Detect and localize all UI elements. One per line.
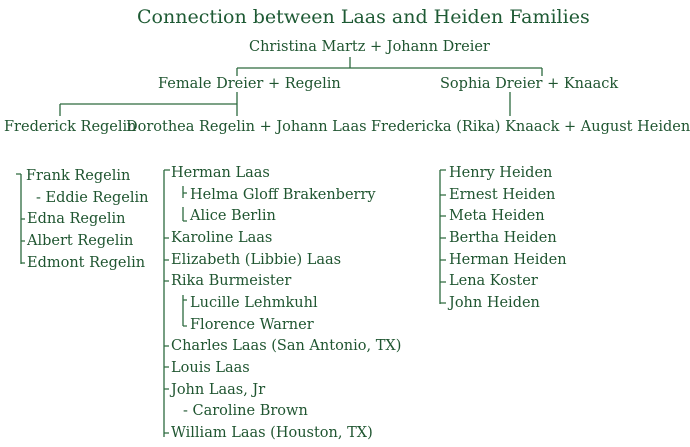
person-charles-laas: Charles Laas (San Antonio, TX): [171, 338, 402, 354]
connector-heiden-children: [440, 170, 446, 304]
connector-root: [237, 57, 542, 76]
person-helma-gloff-brakenberry: Helma Gloff Brakenberry: [190, 187, 376, 203]
person-meta-heiden: Meta Heiden: [449, 208, 545, 224]
person-florence-warner: Florence Warner: [190, 317, 314, 333]
person-henry-heiden: Henry Heiden: [449, 165, 553, 181]
person-edmont-regelin: Edmont Regelin: [27, 255, 146, 271]
person-herman-heiden: Herman Heiden: [449, 252, 567, 268]
person-john-laas-jr: John Laas, Jr: [171, 382, 266, 398]
person-albert-regelin: Albert Regelin: [27, 233, 134, 249]
person-alice-berlin: Alice Berlin: [190, 208, 276, 224]
person-elizabeth-laas: Elizabeth (Libbie) Laas: [171, 252, 342, 268]
person-rika-burmeister: Rika Burmeister: [171, 273, 292, 289]
person-john-heiden: John Heiden: [449, 295, 540, 311]
person-frederick-regelin: Frederick Regelin: [4, 119, 137, 135]
person-lena-koster: Lena Koster: [449, 273, 538, 289]
connector-laas-children: [164, 170, 170, 437]
diagram-title: Connection between Laas and Heiden Families: [137, 6, 590, 28]
person-karoline-laas: Karoline Laas: [171, 230, 273, 246]
person-caroline-brown: - Caroline Brown: [183, 403, 308, 419]
person-william-laas: William Laas (Houston, TX): [171, 425, 373, 441]
couple-female-dreier-regelin: Female Dreier + Regelin: [158, 76, 341, 92]
couple-sophia-dreier-knaack: Sophia Dreier + Knaack: [440, 76, 619, 92]
connector-frederick-children: [16, 174, 25, 264]
person-edna-regelin: Edna Regelin: [27, 211, 126, 227]
connector-regelin: [60, 92, 237, 116]
person-herman-laas: Herman Laas: [171, 165, 270, 181]
connector-rika-sub: [183, 295, 187, 326]
person-louis-laas: Louis Laas: [171, 360, 250, 376]
person-bertha-heiden: Bertha Heiden: [449, 230, 557, 246]
person-lucille-lehmkuhl: Lucille Lehmkuhl: [190, 295, 318, 311]
couple-fredericka-knaack-august-heiden: Fredericka (Rika) Knaack + August Heiden: [371, 119, 690, 135]
person-ernest-heiden: Ernest Heiden: [449, 187, 556, 203]
person-frank-regelin: Frank Regelin: [26, 168, 131, 184]
couple-dorothea-regelin-johann-laas: Dorothea Regelin + Johann Laas: [126, 119, 367, 135]
person-eddie-regelin: - Eddie Regelin: [36, 190, 149, 206]
root-couple: Christina Martz + Johann Dreier: [249, 39, 490, 55]
connector-herman-sub: [183, 186, 187, 221]
